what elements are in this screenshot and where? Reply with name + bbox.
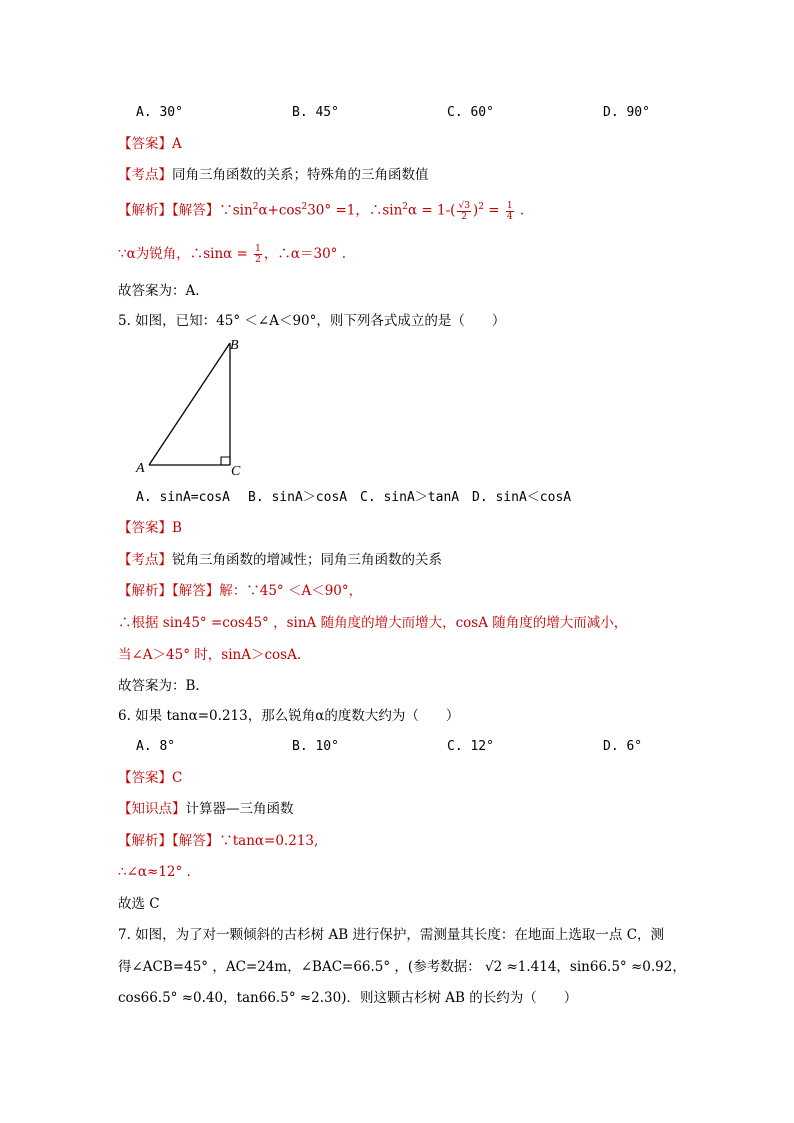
q4-option-b: B. 45° <box>292 105 339 120</box>
triangle-figure <box>134 336 254 486</box>
frac-num: 1 <box>255 244 261 254</box>
superscript: 2 <box>478 202 484 212</box>
jiexi-text: ∵tanα=0.213, <box>219 833 319 849</box>
right-angle-mark <box>221 457 230 465</box>
q6-option-c: C. 12° <box>447 739 494 754</box>
q5-conclusion: 故答案为：B. <box>118 678 200 694</box>
q5-option-a: A. sinA=cosA <box>136 490 230 505</box>
frac-den: 2 <box>255 255 261 265</box>
q4-option-c: C. 60° <box>447 105 494 120</box>
answer-value: B <box>172 520 182 536</box>
kaodian-tag: 【考点】 <box>118 167 172 183</box>
superscript: 2 <box>252 202 259 212</box>
fraction-1-over-2 <box>254 244 262 265</box>
q5-jiexi-line2: ∴根据 sin45° =cos45° ，sinA 随角度的增大而增大，cosA 随角度的增大而减小， <box>118 615 628 631</box>
kaodian-text: 同角三角函数的关系；特殊角的三角函数值 <box>172 167 429 183</box>
label-b: B <box>230 338 239 353</box>
q5-jiexi-line3: 当∠A＞45° 时，sinA＞cosA. <box>118 647 302 663</box>
jiexi-tag: 【解析】【解答】 <box>118 833 220 849</box>
q4-answer <box>118 135 182 153</box>
q5-jiexi <box>118 582 362 600</box>
q4-option-a: A. 30° <box>136 105 183 120</box>
q5-kaodian <box>118 551 442 569</box>
q6-option-a: A. 8° <box>136 739 176 754</box>
jiexi-tag: 【解析】【解答】 <box>118 583 220 599</box>
formula-part: ，∴α＝30° . <box>263 246 347 262</box>
formula-part: 30° =1，∴sin <box>307 202 403 219</box>
q6-jiexi <box>118 832 318 850</box>
superscript: 2 <box>301 202 308 212</box>
formula-part: ∵α为锐角，∴sinα = <box>118 246 253 262</box>
q7-stem-line1: 7. 如图，为了对一颗倾斜的古杉树 AB 进行保护，需测量其长度：在地面上选取一点 C，测 <box>118 927 665 943</box>
formula-part: ∵sin <box>219 202 253 219</box>
kaodian-tag: 【考点】 <box>118 552 172 568</box>
q6-jiexi-line2: ∴∠α≈12° . <box>118 864 191 880</box>
formula-part: . <box>515 202 525 219</box>
formula-part: ) <box>472 202 479 219</box>
q5-option-b: B. sinA＞cosA <box>248 490 348 505</box>
q5-answer <box>118 519 182 537</box>
q4-conclusion: 故答案为：A. <box>118 283 200 299</box>
q6-option-d: D. 6° <box>603 739 643 754</box>
q4-kaodian <box>118 166 429 184</box>
q6-kaodian <box>118 800 294 818</box>
kaodian-text: 计算器—三角函数 <box>185 801 294 817</box>
kaodian-tag: 【知识点】 <box>118 801 186 817</box>
label-c: C <box>231 464 241 479</box>
fraction-1-over-4 <box>506 201 514 222</box>
q5-stem: 5. 如图，已知：45° ＜∠A＜90°，则下列各式成立的是（ ） <box>118 313 506 329</box>
jiexi-tag: 【解析】【解答】 <box>118 202 220 219</box>
label-a: A <box>136 461 145 476</box>
frac-num: √3 <box>458 200 470 211</box>
jiexi-text: 解：∵45° ＜A＜90°， <box>219 583 363 599</box>
q6-stem: 6. 如果 tanα=0.213，那么锐角α的度数大约为（ ） <box>118 708 460 724</box>
kaodian-text: 锐角三角函数的增减性；同角三角函数的关系 <box>172 552 442 568</box>
answer-tag: 【答案】 <box>118 770 172 786</box>
q5-option-c: C. sinA＞tanA <box>360 490 460 505</box>
answer-value: C <box>172 770 183 786</box>
q4-option-d: D. 90° <box>603 105 650 120</box>
frac-num: 1 <box>506 200 513 211</box>
q4-jiexi-line2 <box>118 244 346 265</box>
q5-option-d: D. sinA＜cosA <box>472 490 572 505</box>
q7-stem-line2: 得∠ACB=45° ，AC=24m，∠BAC=66.5° ，(参考数据： √2 ≈1.414，sin66.5° ≈0.92， <box>118 959 686 975</box>
formula-part: α+cos <box>258 202 302 219</box>
fraction-sqrt3-over-2 <box>457 201 470 222</box>
q7-stem-line3: cos66.5° ≈0.40，tan66.5° ≈2.30)．则这颗古杉树 AB 的长约为（ ） <box>118 990 578 1006</box>
answer-tag: 【答案】 <box>118 136 172 152</box>
q6-option-b: B. 10° <box>292 739 339 754</box>
side-ab <box>149 343 230 465</box>
formula-part: α = 1-( <box>408 202 456 219</box>
answer-tag: 【答案】 <box>118 520 172 536</box>
answer-value: A <box>172 136 182 152</box>
q6-conclusion: 故选 C <box>118 896 160 912</box>
frac-den: 4 <box>506 211 513 222</box>
frac-den: 2 <box>461 211 468 222</box>
superscript: 2 <box>402 202 409 212</box>
q6-answer <box>118 769 182 787</box>
formula-part: = <box>483 202 504 219</box>
q4-jiexi-line1 <box>118 198 524 222</box>
